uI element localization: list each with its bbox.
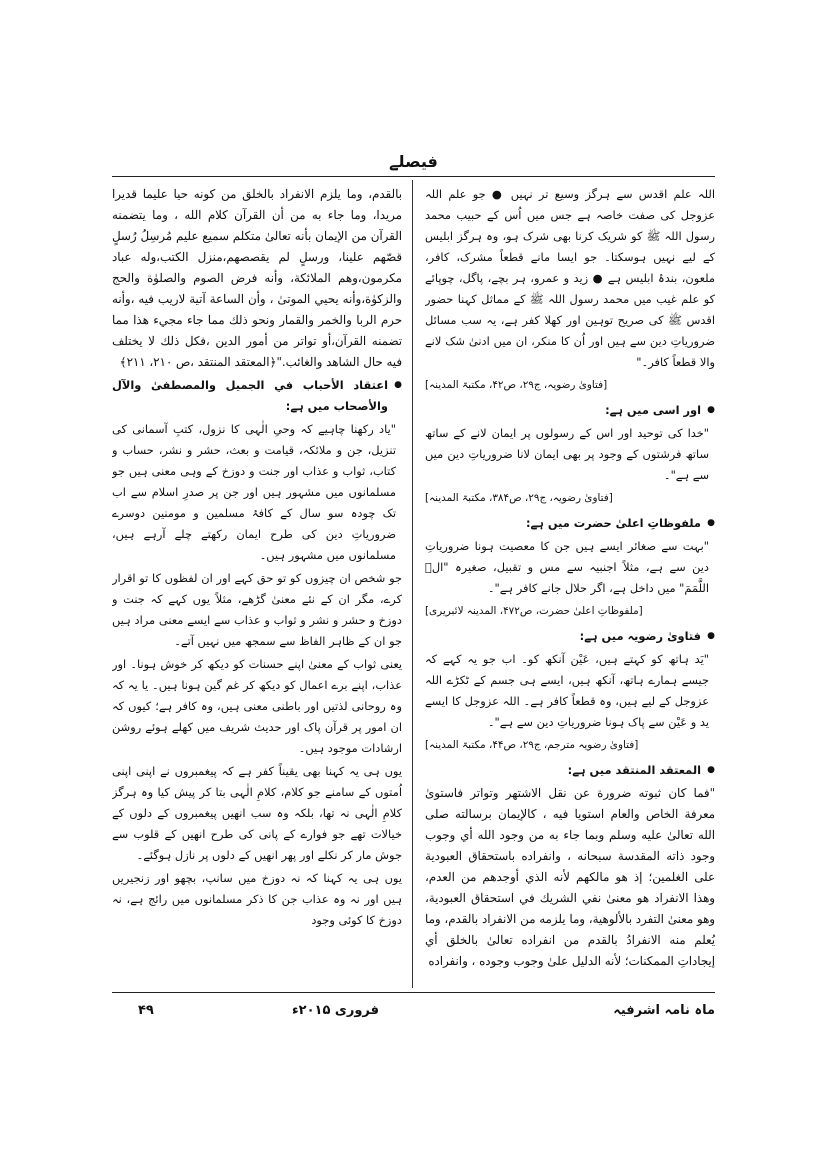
paragraph: یوں ہی یہ کہنا بھی یقیناً کفر ہے کہ پیغمبروں نے اپنی اپنی اُمتوں کے سامنے جو کلام، کلامِ الٰہی بتا کر پیش کیا وہ ہرگز کلامِ الٰہی نہ تھا، بلکہ وہ سب انھیں پیغمبروں کے دلوں کے خیالات تھے جو فوارے کے پانی کی طرح انھیں کے قلوب سے جوش مار کر نکلے اور پھر انھیں کے دلوں پر نازل ہوگئے۔	[112, 764, 402, 862]
citation: [فتاویٰ رضویہ، ج۲۹، ص۴۲، مکتبۃ المدینہ]	[425, 379, 608, 391]
page-footer	[112, 998, 715, 1024]
header-rule	[112, 176, 715, 177]
right-column	[425, 184, 715, 988]
quotation: "یَد ہاتھ کو کہتے ہیں، عَیْن آنکھ کو۔ اب جو یہ کہے کہ جیسے ہمارے ہاتھ، آنکھ ہیں، ایسے ہی جسم کے ٹکڑے اللہ عزوجل کے لیے ہیں، وہ قطعاً کافر ہے۔ اللہ عزوجل کا ایسے ید و عَیْن سے پاک ہونا ضروریاتِ دین سے ہے"۔	[425, 652, 709, 729]
citation: [فتاویٰ رضویہ، ج۲۹، ص۳۸۴، مکتبۃ المدینہ]	[425, 492, 613, 504]
column-divider	[412, 180, 413, 988]
arabic-paragraph: "فما كان ثبوته ضرورة عن نقل الاشتهر وتواتر فاستوىٰ معرفة الخاص والعام استويا فيه ، كالإيمان برسالته صلى الله تعالىٰ عليه وسلم وبما جاء به من وجود الله أي وجوب وجود ذاته المقدسة سبحانه ، وانفراده باستحقاق العبودية على الغلمين؛ إذ هو مالكهم لأنه الذي أوجدهم من العدم، وهذا الانفراد هو معنىٰ نفي الشريك في استحقاق العبودية، وهو معنىٰ التفرد بالألوهية، وما يلزمه من الانفراد بالقدم، وما يُعلم منه الانفرادُ بالقدم من انفراده تعالىٰ بالخلق أي إيجاداتِ الممكنات؛ لأنه الدليل علىٰ وجوب وجوده ، وانفراده	[425, 786, 715, 968]
bullet-heading: ● ملفوظاتِ اعلیٰ حضرت میں ہے:	[425, 513, 715, 534]
quotation: "خدا کی توحید اور اس کے رسولوں پر ایمان لانے کے ساتھ ساتھ فرشتوں کے وجود پر بھی ایمان لانا ضروریاتِ دین میں سے ہے"۔	[425, 426, 709, 482]
bullet-heading: ● فتاویٰ رضویہ میں ہے:	[425, 626, 715, 647]
citation: [فتاویٰ رضویہ مترجم، ج۲۹، ص۴۴، مکتبۃ المدینہ]	[425, 739, 639, 751]
issue-date: فروری ۲۰۱۵ء	[292, 1003, 380, 1018]
page-number: ۴۹	[138, 1003, 154, 1018]
page-title: فیصلے	[389, 152, 438, 171]
bullet-heading: ● اور اسی میں ہے:	[425, 400, 715, 421]
magazine-name: ماہ نامہ اشرفیہ	[613, 1003, 715, 1018]
paragraph: یوں ہی یہ کہنا کہ نہ دوزخ میں سانپ، بچھو اور زنجیریں ہیں اور نہ وہ عذاب جن کا ذکر مسلمانوں میں رائج ہے، نہ دوزخ کا کوئی وجود	[112, 871, 402, 927]
quotation: "یاد رکھنا چاہیے کہ وحیِ الٰہی کا نزول، کتبِ آسمانی کی تنزیل، جن و ملائکہ، قیامت و بعث، حشر و نشر، حساب و کتاب، ثواب و عذاب اور جنت و دوزخ کے وہی معنی ہیں جو مسلمانوں میں مشہور ہیں اور جن پر صدرِ اسلام سے اب تک چودہ سو سال کے کافۂ مسلمین و مومنین دوسرے ضروریاتِ دین کی طرح ایمان رکھتے چلے آرہے ہیں، مسلمانوں میں مشہور ہیں۔	[112, 422, 396, 562]
bullet-heading: ● المعتقد المنتقد میں ہے:	[425, 760, 715, 781]
bullet-heading: ● اعتقاد الأحباب في الجميل والمصطفىٰ والآل والأصحاب میں ہے:	[112, 375, 402, 417]
arabic-paragraph: بالقدم، وما يلزم الانفراد بالخلق من كونه حيا عليما قديرا مريدا، وما جاء به من أن القرآن كلام الله ، وما يتضمنه القرآن من الإيمان بأنه تعالىٰ متكلم سميع عليم مُرسِلُ رُسلٍ قصّهم علينا، ورسلٍ لم يقصصهم،منزل الكتب،وله عباد مكرمون،وهم الملائكة، وأنه فرض الصوم والصلوٰة والحج والزكوٰة،وأنه يحيي الموتىٰ ، وأن الساعة آتية لاريب فيه ،وأنه حرم الربا والخمر والقمار ونحو ذلك مما جاء مجيء هذا مما تضمنه القرآن،أو تواتر من أمور الدين ،فكل ذلك لا يختلف فيه حال الشاهد والغائب."﴿المعتقد المنتقد ،ص ٢١٠، ٢١١﴾	[112, 187, 402, 369]
magazine-page	[112, 150, 715, 1040]
quotation: "بہت سے صغائر ایسے ہیں جن کا معصیت ہونا ضروریاتِ دین سے ہے، مثلاً اجنبیہ سے مس و تقبیل، صغیرہ "الۤ اللَّمَمَ" میں داخل ہے، اگر حلال جانے کافر ہے"۔	[425, 539, 709, 595]
footer-rule	[112, 992, 715, 993]
citation: [ملفوظاتِ اعلیٰ حضرت، ص۴۷۲، المدینہ لائبریری]	[425, 605, 643, 617]
paragraph: یعنی ثواب کے معنیٰ اپنے حسنات کو دیکھ کر خوش ہونا۔ اور عذاب، اپنے برے اعمال کو دیکھ کر غم گین ہونا ہیں۔ یا یہ کہ وہ روحانی لذتیں اور باطنی معنی ہیں، وہ کافر ہے؛ کیوں کہ ان امور پر قرآن پاک اور حدیث شریف میں کھلے ہوئے روشن ارشادات موجود ہیں۔	[112, 657, 402, 755]
left-column	[112, 184, 402, 988]
paragraph: اللہ علم اقدس سے ہرگز وسیع تر نہیں ● جو علم اللہ عزوجل کی صفت خاصہ ہے جس میں اُس کے حبیب محمد رسول اللہ ﷺ کو شریک کرنا بھی شرک ہو، وہ ہرگز ابلیس کے لیے نہیں ہوسکتا۔ جو ایسا مانے قطعاً مشرک، کافر، ملعون، بندۂ ابلیس ہے ● زید و عمرو، ہر بچے، پاگل، چوپائے کو علم غیب میں محمد رسول اللہ ﷺ کے مماثل کہنا حضور اقدس ﷺ کی صریح توہین اور کھلا کفر ہے، یہ سب مسائل ضروریاتِ دین سے ہیں اور اُن کا منکر، ان میں ادنیٰ شک لانے والا قطعاً کافر۔"	[425, 187, 715, 369]
paragraph: جو شخص ان چیزوں کو تو حق کہے اور ان لفظوں کا تو اقرار کرے، مگر ان کے نئے معنیٰ گڑھے، مثلاً یوں کہے کہ جنت و دوزخ و حشر و نشر و ثواب و عذاب سے ایسے معنی مراد ہیں جو ان کے ظاہر الفاظ سے سمجھ میں نہیں آتے۔	[112, 571, 402, 648]
